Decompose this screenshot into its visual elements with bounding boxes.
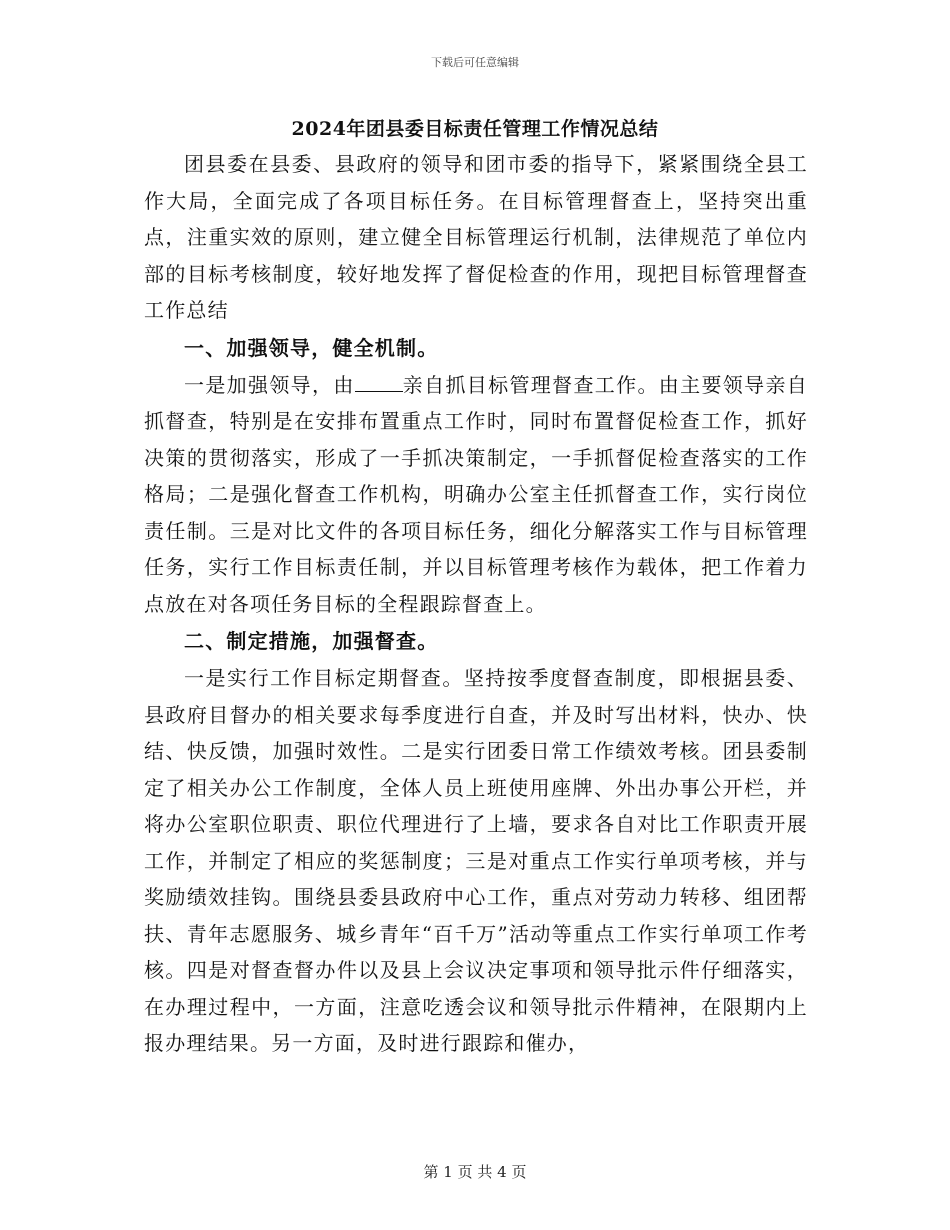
section-2-paragraph: 一是实行工作目标定期督查。坚持按季度督查制度，即根据县委、县政府目督办的相关要求每季度进行自查，并及时写出材料，快办、快结、快反馈，加强时效性。二是实行团委日常工作绩效考核。团县委制定了相关办公工作制度，全体人员上班使用座牌、外出办事公开栏，并将办公室职位职责、职位代理进行了上墙，要求各自对比工作职责开展工作，并制定了相应的奖惩制度；三是对重点工作实行单项考核，并与奖励绩效挂钩。围绕县委县政府中心工作，重点对劳动力转移、组团帮扶、青年志愿服务、城乡青年“百千万”活动等重点工作实行单项工作考核。四是对督查督办件以及县上会议决定事项和领导批示件仔细落实，在办理过程中，一方面，注意吃透会议和领导批示件精神，在限期内上报办理结果。另一方面，及时进行跟踪和催办， — [144, 666, 808, 1055]
document-body — [144, 146, 808, 1062]
section-1-text-rest: 亲自抓目标管理督查工作。由主要领导亲自抓督查，特别是在安排布置重点工作时，同时布置督促检查工作，抓好决策的贯彻落实，形成了一手抓决策制定，一手抓督促检查落实的工作格局；二是强化督查工作机构，明确办公室主任抓督查工作，实行岗位责任制。三是对比文件的各项目标任务，细化分解落实工作与目标管理任务，实行工作目标责任制，并以目标管理考核作为载体，把工作着力点放在对各项任务目标的全程跟踪督查上。 — [144, 372, 808, 616]
section-heading-2: 二、制定措施，加强督查。 — [184, 629, 439, 653]
section-heading-1: 一、加强领导，健全机制。 — [184, 335, 439, 360]
section-1-paragraph — [144, 367, 808, 623]
fill-in-blank — [355, 373, 403, 392]
intro-paragraph: 团县委在县委、县政府的领导和团市委的指导下，紧紧围绕全县工作大局，全面完成了各项目标任务。在目标管理督查上，坚持突出重点，注重实效的原则，建立健全目标管理运行机制，法律规范了单位内部的目标考核制度，较好地发挥了督促检查的作用，现把目标管理督查工作总结 — [144, 152, 808, 322]
document-title: 2024年团县委目标责任管理工作情况总结 — [291, 118, 659, 140]
header-note: 下载后可任意编辑 — [431, 56, 519, 69]
section-1-text-start: 一是加强领导，由 — [184, 372, 355, 397]
page-footer: 第 1 页 共 4 页 — [423, 1163, 527, 1181]
